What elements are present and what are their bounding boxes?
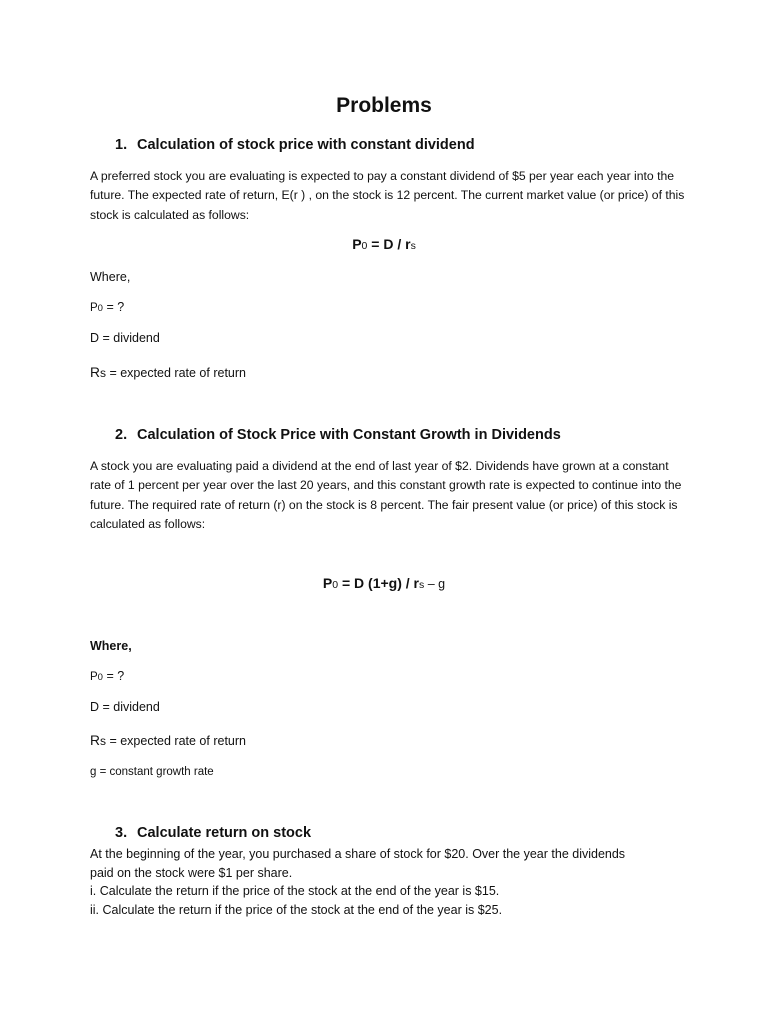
problem-1-formula: [0, 236, 768, 252]
formula2-r-sub: s: [419, 579, 425, 591]
problem-3-number: 3.: [115, 825, 128, 841]
def-p0-main: P: [90, 302, 98, 314]
problem-1-number: 1.: [115, 137, 128, 153]
formula-r: r: [405, 236, 411, 252]
problem-3-line-2: paid on the stock were $1 per share.: [90, 866, 293, 880]
problem-1-where: Where,: [90, 270, 131, 284]
def2-rs-main: R: [90, 733, 100, 748]
problem-1-heading-text: Calculation of stock price with constant dividend: [137, 137, 475, 153]
problem-2-def-p0: [90, 669, 124, 683]
formula2-eq: = D (1+g) /: [338, 575, 414, 591]
formula-eq: = D /: [367, 236, 406, 252]
formula-r-sub: s: [410, 240, 416, 252]
problem-3-line-4: ii. Calculate the return if the price of the stock at the end of the year is $25.: [90, 903, 503, 917]
problem-2-heading-text: Calculation of Stock Price with Constant Growth in Dividends: [137, 427, 561, 443]
def2-p0-main: P: [90, 671, 98, 683]
problem-1-heading: [115, 137, 475, 153]
problem-2-number: 2.: [115, 427, 128, 443]
def2-p0-rest: = ?: [102, 669, 125, 683]
problem-2-def-g: g = constant growth rate: [90, 766, 214, 778]
def-rs-sub: s: [99, 366, 106, 380]
problem-3-heading: [115, 825, 311, 841]
formula2-p-sub: 0: [332, 579, 339, 591]
problem-1-def-d: D = dividend: [90, 331, 160, 345]
problem-2-paragraph: A stock you are evaluating paid a dividend at the end of last year of $2. Dividends have grown at a constant rate of 1 percent per year over the last 20 years, and this constant growth rate is expected to continue into the future. The required rate of return (r) on the stock is 8 percent. The fair present value (or price) of this stock is calculated as follows:: [90, 459, 682, 531]
problem-1-def-rs: [90, 365, 246, 380]
problem-2-formula: [0, 575, 768, 591]
problem-2-heading: [115, 427, 561, 443]
def-p0-sub: 0: [97, 303, 103, 314]
formula2-r: r: [413, 575, 419, 591]
def2-rs-rest: = expected rate of return: [105, 734, 246, 748]
problem-3-line-3: i. Calculate the return if the price of the stock at the end of the year is $15.: [90, 884, 500, 898]
problem-2-def-d: D = dividend: [90, 700, 160, 714]
formula2-tail: – g: [424, 577, 446, 591]
page-title: Problems: [336, 94, 432, 117]
problem-2-def-rs: [90, 733, 246, 748]
def2-p0-sub: 0: [97, 672, 103, 683]
formula-p: P: [352, 236, 362, 252]
problem-3-heading-text: Calculate return on stock: [137, 825, 312, 841]
def-rs-main: R: [90, 365, 100, 380]
formula-p-sub: 0: [361, 240, 368, 252]
problem-1-paragraph: A preferred stock you are evaluating is expected to pay a constant dividend of $5 per year each year into the future. The expected rate of return, E(r ) , on the stock is 12 percent. The current market value (or price) of this stock is calculated as follows:: [90, 169, 685, 222]
def-rs-rest: = expected rate of return: [105, 366, 246, 380]
formula2-p: P: [322, 575, 333, 591]
problem-2-where: Where,: [90, 639, 132, 653]
problem-1-def-p0: [90, 300, 124, 314]
problem-3-line-1: At the beginning of the year, you purchased a share of stock for $20. Over the year the dividends: [90, 847, 626, 861]
def-p0-rest: = ?: [102, 300, 125, 314]
def2-rs-sub: s: [99, 734, 106, 748]
